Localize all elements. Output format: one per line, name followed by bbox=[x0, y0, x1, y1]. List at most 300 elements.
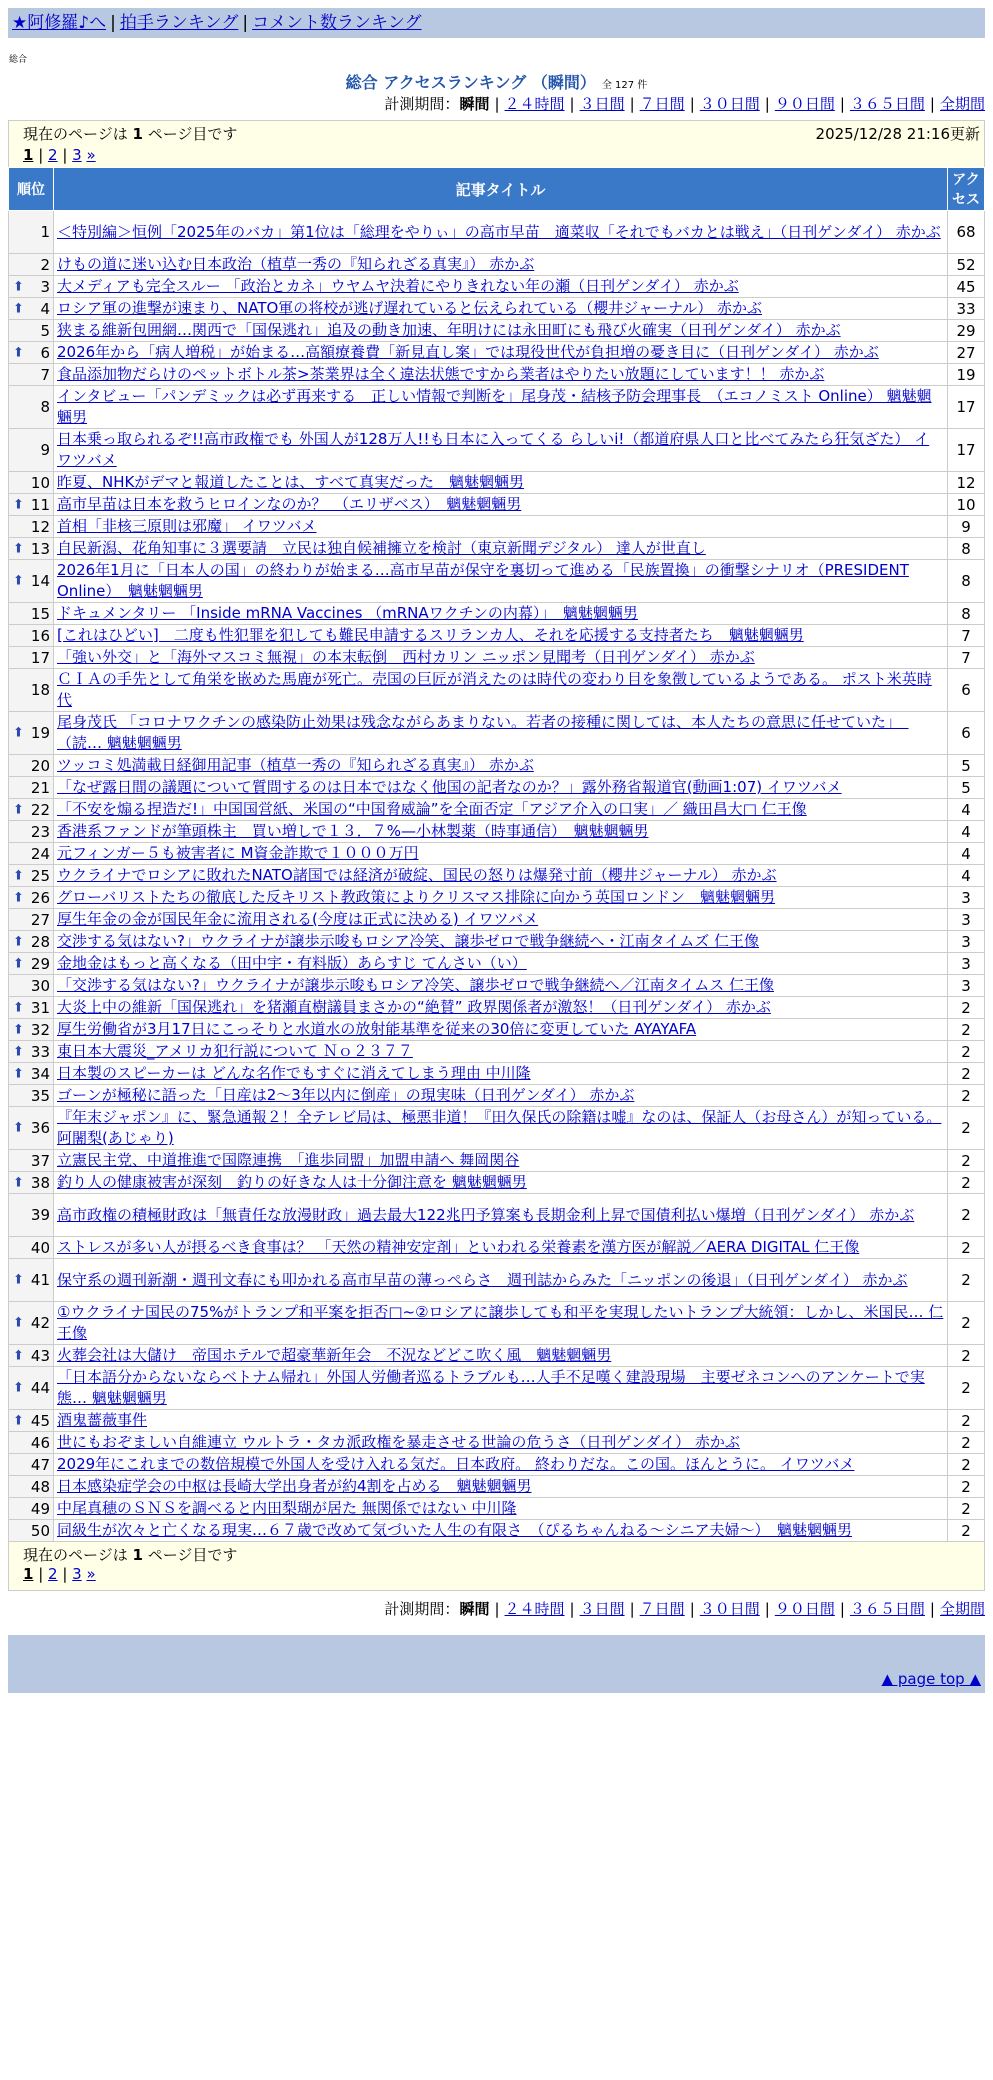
rank-number: 9 bbox=[40, 441, 50, 459]
article-link[interactable]: 昨夏、NHKがデマと報道したことは、すべて真実だった 魑魅魍魎男 bbox=[57, 473, 525, 491]
page-link[interactable]: 2 bbox=[48, 146, 58, 164]
title-cell bbox=[54, 1237, 948, 1259]
article-link[interactable]: 日本製のスピーカーは どんな名作でもすぐに消えてしまう理由 中川隆 bbox=[57, 1064, 531, 1082]
table-row bbox=[9, 843, 985, 865]
rank-cell bbox=[9, 997, 54, 1019]
rank-number: 1 bbox=[40, 223, 50, 241]
article-link[interactable]: インタビュー「パンデミックは必ず再来する 正しい情報で判断を」尾身茂・結核予防会理事長 （エコノミスト Online） 魑魅魍魎男 bbox=[57, 387, 932, 426]
table-row bbox=[9, 1259, 985, 1302]
period-label: 計測期間： bbox=[384, 95, 460, 113]
footer-bar-2 bbox=[8, 1665, 985, 1693]
separator: | bbox=[629, 1600, 635, 1618]
period-option[interactable]: ３６５日間 bbox=[849, 95, 925, 113]
home-link[interactable]: ★阿修羅♪へ bbox=[12, 13, 107, 33]
rank-number: 34 bbox=[30, 1064, 50, 1083]
period-option[interactable]: 全期間 bbox=[939, 1600, 985, 1618]
table-row bbox=[9, 953, 985, 975]
period-option[interactable]: ９０日間 bbox=[774, 1600, 835, 1618]
table-row bbox=[9, 1063, 985, 1085]
access-count: 2 bbox=[948, 1107, 985, 1150]
rank-number: 31 bbox=[30, 998, 50, 1017]
table-row bbox=[9, 909, 985, 931]
separator: | bbox=[764, 1600, 770, 1618]
ranking-title: 総合 アクセスランキング （瞬間） bbox=[345, 73, 596, 92]
rank-cell bbox=[9, 909, 54, 931]
rank-number: 29 bbox=[30, 954, 50, 973]
period-option[interactable]: ９０日間 bbox=[774, 95, 835, 113]
access-count: 2 bbox=[948, 1302, 985, 1345]
rank-number: 28 bbox=[30, 932, 50, 951]
rank-cell bbox=[9, 516, 54, 538]
rank-number: 45 bbox=[30, 1411, 50, 1430]
article-link[interactable]: 狭まる維新包囲網…関西で「国保逃れ」追及の動き加速、年明けには永田町にも飛び火確実（日刊ゲンダイ） 赤かぶ bbox=[57, 321, 841, 339]
access-count: 2 bbox=[948, 1194, 985, 1237]
rank-cell bbox=[9, 931, 54, 953]
table-row bbox=[9, 1302, 985, 1345]
access-count: 2 bbox=[948, 1410, 985, 1432]
table-row bbox=[9, 1432, 985, 1454]
access-count: 2 bbox=[948, 1520, 985, 1542]
table-row bbox=[9, 1237, 985, 1259]
period-label: 計測期間： bbox=[384, 1600, 460, 1618]
title-cell bbox=[54, 298, 948, 320]
rank-cell bbox=[9, 1520, 54, 1542]
rank-cell bbox=[9, 647, 54, 669]
separator: | bbox=[839, 95, 845, 113]
article-link[interactable]: けもの道に迷い込む日本政治（植草一秀の『知られざる真実』） 赤かぶ bbox=[57, 255, 535, 273]
table-row bbox=[9, 1019, 985, 1041]
title-cell bbox=[54, 1520, 948, 1542]
table-row bbox=[9, 755, 985, 777]
rank-number: 48 bbox=[30, 1477, 50, 1496]
rank-up-icon: ⬆ bbox=[13, 301, 24, 316]
table-row bbox=[9, 254, 985, 276]
article-link[interactable]: 交渉する気はない?」ウクライナが譲歩示唆もロシア冷笑、譲歩ゼロで戦争継続へ・江南タイムズ 仁王像 bbox=[57, 932, 759, 950]
title-cell bbox=[54, 1107, 948, 1150]
table-row bbox=[9, 931, 985, 953]
rank-number: 27 bbox=[30, 910, 50, 929]
table-row bbox=[9, 1150, 985, 1172]
rank-cell bbox=[9, 1259, 54, 1302]
title-cell bbox=[54, 843, 948, 865]
article-link[interactable]: ツッコミ処満載日経御用記事（植草一秀の『知られざる真実』） 赤かぶ bbox=[57, 756, 534, 774]
access-count: 3 bbox=[948, 953, 985, 975]
title-cell bbox=[54, 1150, 948, 1172]
rank-up-icon: ⬆ bbox=[13, 1380, 24, 1396]
title-cell bbox=[54, 975, 948, 997]
title-cell bbox=[54, 603, 948, 625]
access-count: 7 bbox=[948, 625, 985, 647]
rank-cell bbox=[9, 1019, 54, 1041]
rank-header: 順位 bbox=[9, 168, 54, 211]
rank-cell bbox=[9, 254, 54, 276]
rank-number: 37 bbox=[30, 1151, 50, 1170]
current-page-number: 1 bbox=[132, 125, 143, 143]
article-link[interactable]: 釣り人の健康被害が深刻 釣りの好きな人は十分御注意を 魑魅魍魎男 bbox=[57, 1173, 527, 1191]
article-link[interactable]: 厚生労働省が3月17日にこっそりと水道水の放射能基準を従来の30倍に変更していた AYAYAFA bbox=[57, 1020, 697, 1038]
title-cell bbox=[54, 1063, 948, 1085]
period-option[interactable]: ２４時間 bbox=[504, 95, 565, 113]
table-row bbox=[9, 1410, 985, 1432]
article-link[interactable]: 尾身茂氏 「コロナワクチンの感染防止効果は残念ながらあまりない。若者の接種に関しては、本人たちの意思に任せていた」 （読… 魑魅魍魎男 bbox=[57, 713, 909, 752]
rank-cell bbox=[9, 669, 54, 712]
article-link[interactable]: ＣＩＡの手先として角栄を嵌めた馬鹿が死亡。売国の巨匠が消えたのは時代の変わり目を象徴しているようである。 ポスト米英時代 bbox=[57, 670, 932, 709]
article-link[interactable]: 「不安を煽る捏造だ!」中国国営紙、米国の“中国脅威論”を全面否定「アジア介入の口実」／ 織田昌大□ 仁王像 bbox=[57, 800, 807, 818]
table-row bbox=[9, 1041, 985, 1063]
title-cell bbox=[54, 647, 948, 669]
article-link[interactable]: 金地金はもっと高くなる（田中宇・有料版）あらすじ てんさい（い） bbox=[57, 954, 527, 972]
rank-number: 20 bbox=[30, 756, 50, 775]
title-cell bbox=[54, 1345, 948, 1367]
article-link[interactable]: ロシア軍の進撃が速まり、NATO軍の将校が逃げ遅れていると伝えられている（櫻井ジャーナル） 赤かぶ bbox=[57, 299, 763, 317]
article-link[interactable]: 世にもおぞましい自維連立 ウルトラ・タカ派政権を暴走させる世論の危うさ（日刊ゲンダイ） 赤かぶ bbox=[57, 1433, 740, 1451]
rank-up-icon: ⬆ bbox=[13, 541, 24, 556]
title-cell bbox=[54, 1432, 948, 1454]
title-cell bbox=[54, 1019, 948, 1041]
access-count: 2 bbox=[948, 1259, 985, 1302]
table-row bbox=[9, 647, 985, 669]
table-row bbox=[9, 516, 985, 538]
access-count: 2 bbox=[948, 1498, 985, 1520]
rank-number: 13 bbox=[30, 539, 50, 558]
period-option: 瞬間 bbox=[459, 95, 490, 113]
rank-number: 22 bbox=[30, 800, 50, 819]
rank-cell bbox=[9, 1237, 54, 1259]
rank-cell bbox=[9, 1063, 54, 1085]
table-row bbox=[9, 603, 985, 625]
table-row bbox=[9, 1085, 985, 1107]
table-row bbox=[9, 364, 985, 386]
table-row bbox=[9, 538, 985, 560]
title-cell bbox=[54, 669, 948, 712]
rank-number: 19 bbox=[30, 724, 50, 742]
access-count: 8 bbox=[948, 603, 985, 625]
article-link[interactable]: 「日本語分からないならベトナム帰れ」外国人労働者巡るトラブルも…人手不足嘆く建設現場 主要ゼネコンへのアンケートで実態… 魑魅魍魎男 bbox=[57, 1368, 925, 1407]
article-link[interactable]: ドキュメンタリー 「Inside mRNA Vaccines （mRNAワクチンの内幕）」 魑魅魍魎男 bbox=[57, 604, 638, 622]
period-option[interactable]: ３６５日間 bbox=[849, 1600, 925, 1618]
rank-number: 30 bbox=[30, 976, 50, 995]
current-page-label: 現在のページは bbox=[23, 1546, 128, 1564]
rank-up-icon: ⬆ bbox=[13, 934, 24, 949]
rank-number: 14 bbox=[30, 572, 50, 590]
article-link[interactable]: 中尾真穂のＳＮＳを調べると内田梨瑚が居た 無関係ではない 中川隆 bbox=[57, 1499, 517, 1517]
rank-number: 6 bbox=[40, 343, 50, 362]
table-row bbox=[9, 865, 985, 887]
access-count: 2 bbox=[948, 1041, 985, 1063]
title-cell bbox=[54, 472, 948, 494]
article-link[interactable]: 「強い外交」と「海外マスコミ無視」の本末転倒 西村カリン ニッポン見聞考（日刊ゲンダイ） 赤かぶ bbox=[57, 648, 755, 666]
next-page-link[interactable]: » bbox=[86, 146, 96, 164]
table-row bbox=[9, 211, 985, 254]
rank-number: 32 bbox=[30, 1020, 50, 1039]
page-link[interactable]: 3 bbox=[72, 146, 82, 164]
article-link[interactable]: 食品添加物だらけのペットボトル茶>茶業界は全く違法状態ですから業者はやりたい放題にしています！！ 赤かぶ bbox=[57, 365, 825, 383]
rank-number: 44 bbox=[30, 1379, 50, 1397]
rank-cell bbox=[9, 364, 54, 386]
rank-cell bbox=[9, 1302, 54, 1345]
rank-up-icon: ⬆ bbox=[13, 1022, 24, 1037]
rank-number: 46 bbox=[30, 1433, 50, 1452]
access-count: 8 bbox=[948, 560, 985, 603]
period-option[interactable]: ３０日間 bbox=[699, 95, 760, 113]
table-row bbox=[9, 997, 985, 1019]
access-count: 5 bbox=[948, 755, 985, 777]
rank-up-icon: ⬆ bbox=[13, 1044, 24, 1059]
title-cell bbox=[54, 254, 948, 276]
table-row bbox=[9, 560, 985, 603]
rank-number: 49 bbox=[30, 1499, 50, 1518]
rank-cell bbox=[9, 211, 54, 254]
rank-number: 12 bbox=[30, 517, 50, 536]
updated-timestamp: 2025/12/28 21:16更新 bbox=[815, 125, 980, 143]
title-cell bbox=[54, 997, 948, 1019]
rank-up-icon: ⬆ bbox=[13, 890, 24, 905]
title-cell bbox=[54, 887, 948, 909]
comment-ranking-link[interactable]: コメント数ランキング bbox=[252, 13, 422, 33]
rank-number: 36 bbox=[30, 1119, 50, 1137]
table-row bbox=[9, 1345, 985, 1367]
article-link[interactable]: 高市早苗は日本を救うヒロインなのか？ （エリザベス） 魑魅魍魎男 bbox=[57, 495, 522, 513]
period-option: 瞬間 bbox=[459, 1600, 490, 1618]
rank-cell bbox=[9, 472, 54, 494]
article-link[interactable]: 日本乗っ取られるぞ!!高市政権でも 外国人が128万人!!も日本に入ってくる らしいi!（都道府県人口と比べてみたら狂気ざた） イワツバメ bbox=[57, 430, 930, 469]
rank-number: 35 bbox=[30, 1086, 50, 1105]
article-link[interactable]: ストレスが多い人が摂るべき食事は？ 「天然の精神安定剤」といわれる栄養素を漢方医が解説／AERA DIGITAL 仁王像 bbox=[57, 1238, 860, 1256]
period-option[interactable]: 全期間 bbox=[939, 95, 985, 113]
access-count: 4 bbox=[948, 799, 985, 821]
rank-cell bbox=[9, 1085, 54, 1107]
access-count: 3 bbox=[948, 931, 985, 953]
pagination-top bbox=[23, 146, 970, 164]
title-cell bbox=[54, 1410, 948, 1432]
table-row bbox=[9, 472, 985, 494]
access-count: 10 bbox=[948, 494, 985, 516]
title-cell bbox=[54, 211, 948, 254]
article-link[interactable]: 立憲民主党、中道推進で国際連携 「進歩同盟」加盟申請へ 舞岡関谷 bbox=[57, 1151, 520, 1169]
table-row bbox=[9, 821, 985, 843]
rank-number: 5 bbox=[40, 321, 50, 340]
rank-cell bbox=[9, 1345, 54, 1367]
access-count: 19 bbox=[948, 364, 985, 386]
rank-number: 3 bbox=[40, 277, 50, 296]
access-count: 2 bbox=[948, 1150, 985, 1172]
rank-cell bbox=[9, 975, 54, 997]
article-link[interactable]: ①ウクライナ国民の75%がトランプ和平案を拒否□~②ロシアに譲歩しても和平を実現したいトランプ大統領：しかし、米国民… 仁王像 bbox=[57, 1303, 944, 1342]
title-cell bbox=[54, 931, 948, 953]
access-count: 3 bbox=[948, 975, 985, 997]
access-count: 29 bbox=[948, 320, 985, 342]
separator: | bbox=[57, 1565, 73, 1583]
article-link[interactable]: 2029年にこれまでの数倍規模で外国人を受け入れる気だ。日本政府。 終わりだな。この国。ほんとうに。 イワツバメ bbox=[57, 1455, 855, 1473]
table-row bbox=[9, 298, 985, 320]
article-link[interactable]: 東日本大震災_アメリカ犯行説について Ｎｏ２３７７ bbox=[57, 1042, 413, 1060]
separator: | bbox=[569, 95, 575, 113]
rank-cell bbox=[9, 494, 54, 516]
rank-up-icon: ⬆ bbox=[13, 573, 24, 589]
access-count: 2 bbox=[948, 1476, 985, 1498]
rank-number: 10 bbox=[30, 473, 50, 492]
table-row bbox=[9, 1107, 985, 1150]
table-row bbox=[9, 276, 985, 298]
article-link[interactable]: 保守系の週刊新潮・週刊文春にも叩かれる高市早苗の薄っぺらさ 週刊誌からみた「ニッポンの後退」（日刊ゲンダイ） 赤かぶ bbox=[57, 1270, 908, 1289]
access-count: 8 bbox=[948, 538, 985, 560]
rank-number: 26 bbox=[30, 888, 50, 907]
rank-number: 41 bbox=[30, 1271, 50, 1289]
title-cell bbox=[54, 1172, 948, 1194]
rank-up-icon: ⬆ bbox=[13, 1315, 24, 1331]
period-option[interactable]: ３日間 bbox=[579, 1600, 625, 1618]
clap-ranking-link[interactable]: 拍手ランキング bbox=[119, 13, 239, 33]
article-link[interactable]: 「交渉する気はない?」ウクライナが譲歩示唆もロシア冷笑、譲歩ゼロで戦争継続へ／江南タイムス 仁王像 bbox=[57, 976, 774, 994]
period-option[interactable]: ３０日間 bbox=[699, 1600, 760, 1618]
title-cell bbox=[54, 777, 948, 799]
next-page-link[interactable]: » bbox=[86, 1565, 96, 1583]
table-row bbox=[9, 1498, 985, 1520]
article-link[interactable]: ＜特別編＞恒例「2025年のバカ」第1位は「総理をやりぃ」の高市早苗 適菜収「それでもバカとは戦え」（日刊ゲンダイ） 赤かぶ bbox=[57, 222, 941, 241]
title-cell bbox=[54, 712, 948, 755]
table-row bbox=[9, 320, 985, 342]
rank-cell bbox=[9, 1107, 54, 1150]
separator: | bbox=[569, 1600, 575, 1618]
title-cell bbox=[54, 1259, 948, 1302]
article-link[interactable]: 高市政権の積極財政は「無責任な放漫財政」過去最大122兆円予算案も長期金利上昇で国債利払い爆増（日刊ゲンダイ） 赤かぶ bbox=[57, 1205, 915, 1224]
period-selector-top bbox=[0, 92, 985, 116]
rank-up-icon: ⬆ bbox=[13, 956, 24, 971]
rank-up-icon: ⬆ bbox=[13, 1348, 24, 1363]
rank-up-icon: ⬆ bbox=[13, 345, 24, 360]
page-link[interactable]: 2 bbox=[48, 1565, 58, 1583]
access-count: 3 bbox=[948, 909, 985, 931]
page-link: 1 bbox=[23, 146, 34, 164]
page-link[interactable]: 3 bbox=[72, 1565, 82, 1583]
table-row bbox=[9, 1172, 985, 1194]
rank-cell bbox=[9, 865, 54, 887]
table-row bbox=[9, 342, 985, 364]
rank-cell bbox=[9, 386, 54, 429]
page-info-bottom bbox=[8, 1542, 985, 1591]
article-link[interactable]: 香港系ファンドが筆頭株主 買い増しで１３．７%—小林製薬（時事通信） 魑魅魍魎男 bbox=[57, 822, 649, 840]
title-cell bbox=[54, 342, 948, 364]
title-cell bbox=[54, 364, 948, 386]
table-row bbox=[9, 625, 985, 647]
access-count: 6 bbox=[948, 712, 985, 755]
access-count: 2 bbox=[948, 997, 985, 1019]
separator: | bbox=[629, 95, 635, 113]
rank-up-icon: ⬆ bbox=[13, 868, 24, 883]
access-count: 17 bbox=[948, 429, 985, 472]
access-count: 9 bbox=[948, 516, 985, 538]
access-count: 2 bbox=[948, 1432, 985, 1454]
rank-up-icon: ⬆ bbox=[13, 497, 24, 512]
rank-cell bbox=[9, 298, 54, 320]
separator: | bbox=[494, 95, 500, 113]
article-link[interactable]: 同級生が次々と亡くなる現実…６７歳で改めて気づいた人生の有限さ （ぴるちゃんねる〜シニア夫婦〜） 魑魅魍魎男 bbox=[57, 1521, 853, 1539]
rank-up-icon: ⬆ bbox=[13, 1175, 24, 1190]
rank-cell bbox=[9, 953, 54, 975]
access-count: 45 bbox=[948, 276, 985, 298]
access-count: 12 bbox=[948, 472, 985, 494]
article-link[interactable]: 酒鬼薔薇事件 bbox=[57, 1411, 148, 1429]
access-count: 4 bbox=[948, 821, 985, 843]
article-link[interactable]: 2026年1月に「日本人の国」の終わりが始まる…高市早苗が保守を裏切って進める「民族置換」の衝撃シナリオ（PRESIDENT Online） 魑魅魍魎男 bbox=[57, 561, 909, 600]
rank-cell bbox=[9, 1367, 54, 1410]
article-link[interactable]: 『年末ジャポン』に、緊急通報２！全テレビ局は、極悪非道！『田久保氏の除籍は嘘』なのは、保証人（お母さん）が知っている。 阿闍梨(あじゃり) bbox=[57, 1108, 942, 1147]
rank-number: 50 bbox=[30, 1521, 50, 1540]
article-link[interactable]: [これはひどい] 二度も性犯罪を犯しても難民申請するスリランカ人、それを応援する支持者たち 魑魅魍魎男 bbox=[57, 626, 804, 644]
separator: | bbox=[494, 1600, 500, 1618]
article-link[interactable]: 自民新潟、花角知事に３選要請 立民は独自候補擁立を検討（東京新聞デジタル） 達人が世直し bbox=[57, 539, 706, 557]
rank-cell bbox=[9, 887, 54, 909]
page-top-link[interactable]: ▲ page top ▲ bbox=[881, 1670, 981, 1688]
rank-number: 18 bbox=[30, 681, 50, 699]
rank-cell bbox=[9, 843, 54, 865]
article-link[interactable]: 大メディアも完全スルー 「政治とカネ」ウヤムヤ決着にやりきれない年の瀬（日刊ゲンダイ） 赤かぶ bbox=[57, 277, 739, 295]
rank-cell bbox=[9, 1432, 54, 1454]
article-link[interactable]: ゴーンが極秘に語った「日産は2～3年以内に倒産」の現実味（日刊ゲンダイ） 赤かぶ bbox=[57, 1086, 635, 1104]
title-cell bbox=[54, 865, 948, 887]
access-count: 27 bbox=[948, 342, 985, 364]
article-link[interactable]: 「なぜ露日間の議題について質問するのは日本ではなく他国の記者なのか？」露外務省報道官(動画1:07) イワツバメ bbox=[57, 778, 842, 796]
period-option[interactable]: ２４時間 bbox=[504, 1600, 565, 1618]
rank-number: 21 bbox=[30, 778, 50, 797]
period-option[interactable]: ７日間 bbox=[639, 95, 685, 113]
rank-up-icon: ⬆ bbox=[13, 802, 24, 817]
separator: | bbox=[839, 1600, 845, 1618]
title-cell bbox=[54, 538, 948, 560]
period-option[interactable]: ３日間 bbox=[579, 95, 625, 113]
rank-up-icon: ⬆ bbox=[13, 1066, 24, 1081]
rank-number: 43 bbox=[30, 1346, 50, 1365]
access-count: 6 bbox=[948, 669, 985, 712]
article-link[interactable]: 厚生年金の金が国民年金に流用される(今度は正式に決める) イワツバメ bbox=[57, 910, 539, 928]
access-count: 7 bbox=[948, 647, 985, 669]
rank-cell bbox=[9, 1498, 54, 1520]
rank-cell bbox=[9, 560, 54, 603]
article-link[interactable]: 首相「非核三原則は邪魔」 イワツバメ bbox=[57, 517, 317, 535]
table-row bbox=[9, 1476, 985, 1498]
article-link[interactable]: 火葬会社は大儲け 帝国ホテルで超豪華新年会 不況などどこ吹く風 魑魅魍魎男 bbox=[57, 1346, 612, 1364]
separator: | bbox=[33, 1565, 49, 1583]
rank-number: 33 bbox=[30, 1042, 50, 1061]
article-link[interactable]: 元フィンガー５も被害者に M資金詐欺で１０００万円 bbox=[57, 844, 419, 862]
article-link[interactable]: ウクライナでロシアに敗れたNATO諸国では経済が破綻、国民の怒りは爆発寸前（櫻井ジャーナル） 赤かぶ bbox=[57, 866, 777, 884]
article-link[interactable]: 大炎上中の維新「国保逃れ」を猪瀬直樹議員まさかの“絶賛” 政界関係者が激怒！（日刊ゲンダイ） 赤かぶ bbox=[57, 998, 771, 1016]
rank-cell bbox=[9, 755, 54, 777]
current-page-suffix: ページ目です bbox=[147, 125, 238, 143]
article-link[interactable]: 2026年から「病人増税」が始まる…高額療養費「新見直し案」では現役世代が負担増の憂き目に（日刊ゲンダイ） 赤かぶ bbox=[57, 343, 879, 361]
rank-cell bbox=[9, 276, 54, 298]
rank-number: 2 bbox=[40, 255, 50, 274]
access-count: 2 bbox=[948, 1063, 985, 1085]
period-option[interactable]: ７日間 bbox=[639, 1600, 685, 1618]
article-link[interactable]: グローバリストたちの徹底した反キリスト教政策によりクリスマス排除に向かう英国ロンドン 魑魅魍魎男 bbox=[57, 888, 776, 906]
table-row bbox=[9, 887, 985, 909]
rank-number: 4 bbox=[40, 299, 50, 318]
title-cell bbox=[54, 821, 948, 843]
title-cell bbox=[54, 799, 948, 821]
article-link[interactable]: 日本感染症学会の中枢は長崎大学出身者が約4割を占める 魑魅魍魎男 bbox=[57, 1477, 532, 1495]
separator: | bbox=[689, 1600, 695, 1618]
separator: | bbox=[33, 146, 49, 164]
rank-up-icon: ⬆ bbox=[13, 1120, 24, 1136]
rank-cell bbox=[9, 603, 54, 625]
title-cell bbox=[54, 1476, 948, 1498]
ranking-table bbox=[8, 167, 985, 1542]
table-row bbox=[9, 1454, 985, 1476]
title-cell bbox=[54, 1194, 948, 1237]
current-page-suffix: ページ目です bbox=[147, 1546, 238, 1564]
access-count: 2 bbox=[948, 1367, 985, 1410]
